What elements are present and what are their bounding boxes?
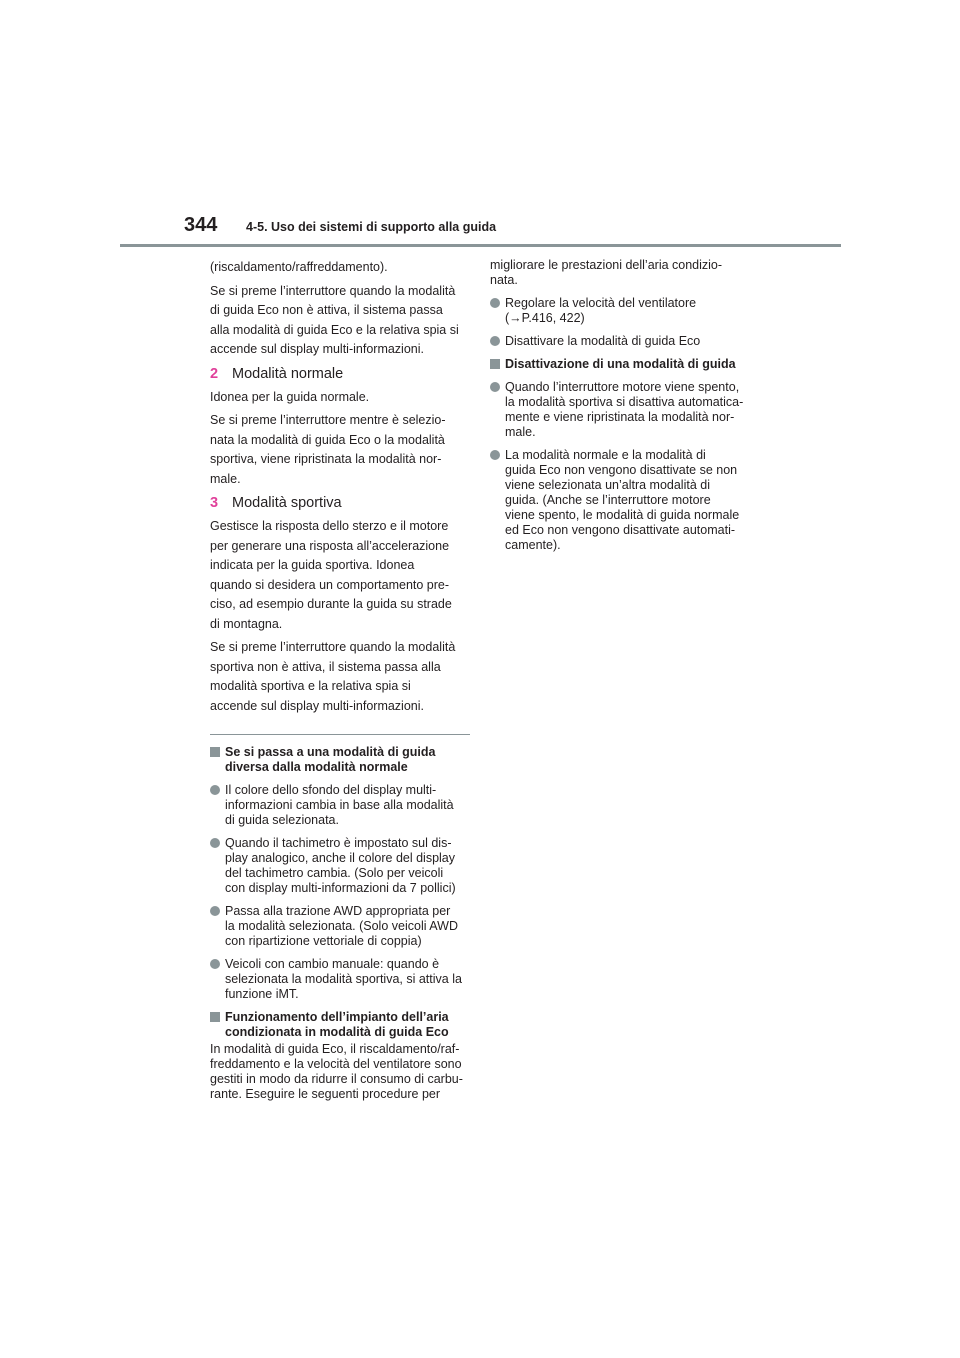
line: play analogico, anche il colore del display xyxy=(225,851,456,865)
subheading-normal-mode xyxy=(210,366,470,382)
line: camente). xyxy=(505,538,561,552)
line: sportiva, viene ripristinata la modalità nor- xyxy=(210,452,442,466)
line: di guida selezionata. xyxy=(225,813,339,827)
line: male. xyxy=(210,471,241,486)
paragraph xyxy=(490,258,752,288)
line: alla modalità di guida Eco e la relativa spia si xyxy=(210,322,459,337)
paragraph: Idonea per la guida normale. xyxy=(210,389,370,404)
line: Quando l’interruttore motore viene spento, xyxy=(505,380,740,394)
line: di montagna. xyxy=(210,616,283,631)
circle-bullet-icon xyxy=(210,783,225,798)
line: gestiti in modo da ridurre il consumo di carbu- xyxy=(210,1072,463,1086)
list-item xyxy=(490,380,752,440)
subheading-sport-mode xyxy=(210,495,470,511)
line: rante. Eseguire le seguenti procedure per xyxy=(210,1087,441,1101)
line: selezionata la modalità sportiva, si attiva la xyxy=(225,972,462,986)
note-heading xyxy=(210,745,470,775)
step-number: 3 xyxy=(210,495,219,511)
left-column xyxy=(210,258,470,1102)
list-item xyxy=(210,836,470,896)
line: mente e viene ripristinata la modalità nor- xyxy=(505,410,735,424)
line: funzione iMT. xyxy=(225,987,299,1001)
header-rule xyxy=(120,244,841,247)
line: viene spento, le modalità di guida normale xyxy=(505,508,740,522)
circle-bullet-icon xyxy=(210,836,225,851)
line: Regolare la velocità del ventilatore xyxy=(505,296,697,310)
square-bullet-icon xyxy=(490,357,505,372)
line: Se si preme l’interruttore mentre è selezio- xyxy=(210,413,446,427)
subheading-text: Modalità sportiva xyxy=(232,495,342,511)
line: Se si preme l’interruttore quando la modalità xyxy=(210,283,456,298)
line: quando si desidera un comportamento pre- xyxy=(210,577,450,592)
paragraph xyxy=(210,517,470,634)
line: Il colore dello sfondo del display multi- xyxy=(225,783,437,797)
line: male. xyxy=(505,425,536,439)
line: Veicoli con cambio manuale: quando è xyxy=(225,957,440,971)
line: (→P.416, 422) xyxy=(505,311,585,325)
circle-bullet-icon xyxy=(490,448,505,463)
line: freddamento e la velocità del ventilatore sono xyxy=(210,1057,462,1071)
line: nata la modalità di guida Eco o la modalità xyxy=(210,432,445,447)
list-item xyxy=(490,448,752,553)
paragraph xyxy=(210,638,470,716)
square-bullet-icon xyxy=(210,745,225,760)
line: migliorare le prestazioni dell’aria condizio- xyxy=(490,258,723,272)
paragraph xyxy=(210,411,470,489)
line: la modalità sportiva si disattiva automatica- xyxy=(505,395,744,409)
line: la modalità selezionata. (Solo veicoli AWD xyxy=(225,919,458,933)
line: guida. (Anche se l’interruttore motore xyxy=(505,493,711,507)
list-item xyxy=(490,334,752,349)
line: Funzionamento dell’impianto dell’aria xyxy=(225,1010,449,1024)
list-item xyxy=(210,783,470,828)
line: ciso, ad esempio durante la guida su strade xyxy=(210,597,452,611)
line: Se si preme l’interruttore quando la modalità xyxy=(210,640,456,654)
list-item xyxy=(210,957,470,1002)
circle-bullet-icon xyxy=(490,380,505,395)
line: ed Eco non vengono disattivate automati- xyxy=(505,523,736,537)
square-bullet-icon xyxy=(210,1010,225,1025)
line: La modalità normale e la modalità di xyxy=(505,448,706,462)
subheading-text: Modalità normale xyxy=(232,365,344,382)
circle-bullet-icon xyxy=(210,957,225,972)
line: sportiva non è attiva, il sistema passa alla xyxy=(210,659,441,674)
line: di guida Eco non è attiva, il sistema passa xyxy=(210,303,443,317)
line: Gestisce la risposta dello sterzo e il motore xyxy=(210,519,449,533)
page-number: 344 xyxy=(184,214,218,236)
step-number: 2 xyxy=(210,365,219,382)
section-divider xyxy=(210,734,470,735)
line: per generare una risposta all’accelerazione xyxy=(210,538,450,553)
line: guida Eco non vengono disattivate se non xyxy=(505,463,738,477)
line: Passa alla trazione AWD appropriata per xyxy=(225,904,451,918)
line: Disattivare la modalità di guida Eco xyxy=(505,334,701,348)
paragraph: (riscaldamento/raffreddamento). xyxy=(210,260,388,274)
note-heading xyxy=(210,1010,470,1040)
line: viene selezionata un’altra modalità di xyxy=(505,478,710,492)
circle-bullet-icon xyxy=(490,334,505,349)
line: In modalità di guida Eco, il riscaldamento/raf- xyxy=(210,1042,460,1056)
circle-bullet-icon xyxy=(210,904,225,919)
paragraph xyxy=(210,1042,470,1102)
line: indicata per la guida sportiva. Idonea xyxy=(210,558,415,572)
note-heading-text: Disattivazione di una modalità di guida xyxy=(505,357,736,371)
right-column xyxy=(490,258,752,561)
line: Se si passa a una modalità di guida xyxy=(225,745,436,759)
line: accende sul display multi-informazioni. xyxy=(210,698,424,713)
paragraph xyxy=(210,282,470,360)
line: del tachimetro cambia. (Solo per veicoli xyxy=(225,866,444,880)
line: Quando il tachimetro è impostato sul dis- xyxy=(225,836,452,850)
list-item xyxy=(210,904,470,949)
line: informazioni cambia in base alla modalità xyxy=(225,798,454,812)
line: modalità sportiva e la relativa spia si xyxy=(210,679,411,693)
circle-bullet-icon xyxy=(490,296,505,311)
line: condizionata in modalità di guida Eco xyxy=(225,1025,449,1039)
section-title: 4-5. Uso dei sistemi di supporto alla guida xyxy=(246,220,497,234)
list-item xyxy=(490,296,752,326)
line: con display multi-informazioni da 7 pollici) xyxy=(225,881,456,895)
line: diversa dalla modalità normale xyxy=(225,760,408,774)
note-heading xyxy=(490,357,752,372)
line: con ripartizione vettoriale di coppia) xyxy=(225,934,422,948)
line: nata. xyxy=(490,273,518,287)
line: accende sul display multi-informazioni. xyxy=(210,342,424,356)
